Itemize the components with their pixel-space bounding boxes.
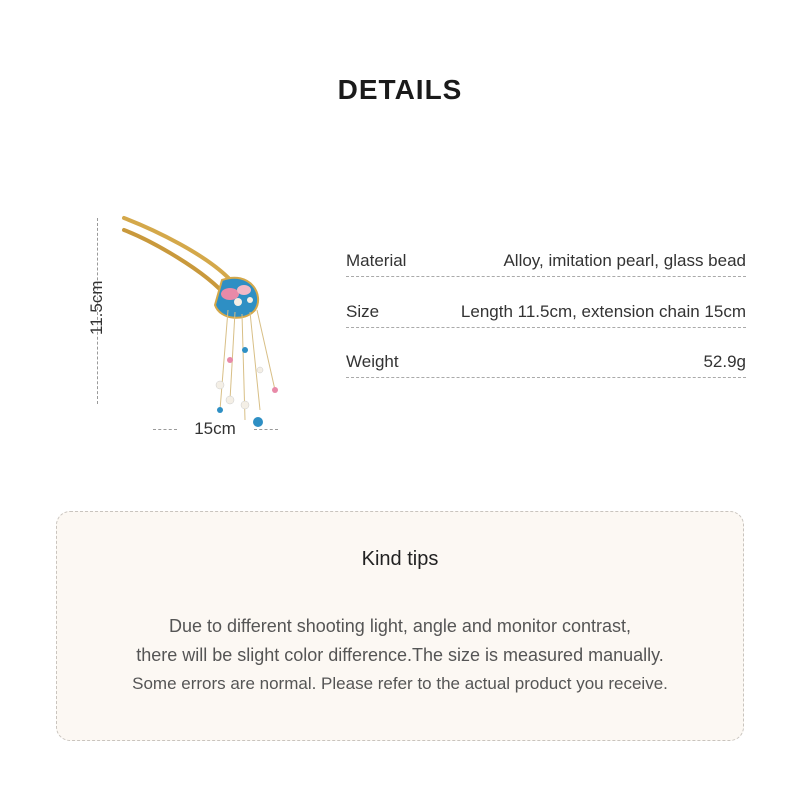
- spec-value: Length 11.5cm, extension chain 15cm: [460, 302, 746, 321]
- kind-tips-card: [56, 511, 744, 741]
- hairpin-product-image: [110, 210, 300, 440]
- spec-row-size: [346, 297, 746, 328]
- spec-key: Size: [346, 302, 380, 321]
- hairpin-ornament: [215, 278, 258, 318]
- hairpin-prongs: [124, 218, 235, 298]
- kind-tips-line: Due to different shooting light, angle and monitor contrast,: [169, 616, 631, 636]
- spec-value: Alloy, imitation pearl, glass bead: [503, 251, 746, 270]
- width-dimension-label: 15cm: [194, 419, 236, 438]
- spec-row-material: [346, 246, 746, 277]
- kind-tips-line: Some errors are normal. Please refer to the actual product you receive.: [132, 674, 668, 693]
- spec-key: Weight: [346, 352, 399, 371]
- kind-tips-title: Kind tips: [361, 548, 439, 570]
- spec-value: 52.9g: [703, 352, 746, 371]
- page-title: DETAILS: [337, 74, 463, 105]
- spec-row-weight: [346, 347, 746, 378]
- tassel-beads: [216, 347, 278, 427]
- kind-tips-line: there will be slight color difference.The size is measured manually.: [136, 645, 664, 665]
- height-dimension-label: 11.5cm: [87, 280, 106, 335]
- spec-key: Material: [346, 251, 407, 270]
